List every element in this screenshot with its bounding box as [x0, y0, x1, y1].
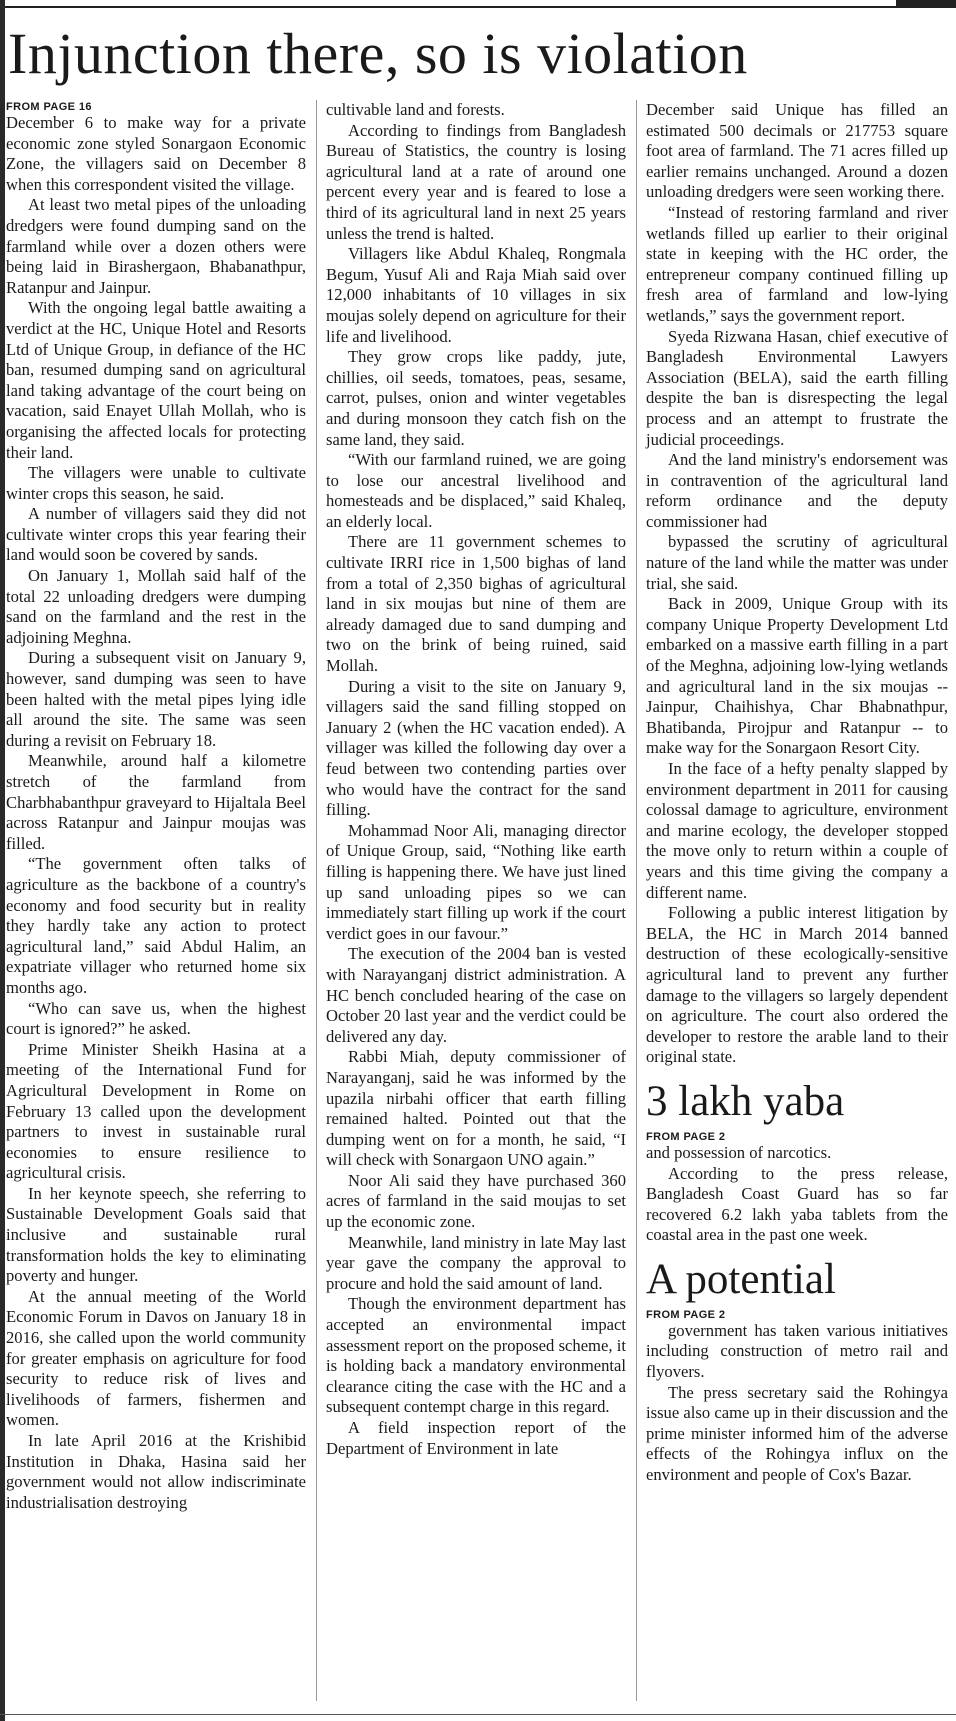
paragraph: Rabbi Miah, deputy commissioner of Narayanganj, said he was informed by the upazila nirbahi officer that earth filling remained halted. Pointed out that the dumping went on for a month, he said, “I will check with Sonargaon UNO again.” — [326, 1047, 626, 1170]
paragraph: According to the press release, Bangladesh Coast Guard has so far recovered 6.2 lakh yaba tablets from the coastal area in the past one week. — [646, 1163, 948, 1245]
paragraph: With the ongoing legal battle awaiting a verdict at the HC, Unique Hotel and Resorts Ltd of Unique Group, in defiance of the HC ban, resumed dumping sand on agricultural land taking advantage of the court being on vacation, said Enayet Ullah Mollah, who is organising the affected locals for protecting their land. — [6, 298, 306, 462]
paragraph: Syeda Rizwana Hasan, chief executive of Bangladesh Environmental Lawyers Association (BELA), said the earth filling despite the ban is disrespecting the legal process and an attempt to frustrate the judicial proceedings. — [646, 326, 948, 449]
paragraph: cultivable land and forests. — [326, 100, 505, 119]
paragraph: According to findings from Bangladesh Bureau of Statistics, the country is losing agricultural land at a rate of around one percent every year and is feared to lose a third of its agricultural land in next 25 years unless the trend is halted. — [326, 120, 626, 243]
paragraph: December said Unique has filled an estimated 500 decimals or 217753 square foot area of farmland. The 71 acres filled up earlier remains unchanged. Around a dozen unloading dredgers were seen working there. — [646, 100, 948, 202]
paragraph: The execution of the 2004 ban is vested with Narayanganj district administration. A HC bench concluded hearing of the case on October 20 last year and the verdict could be delivered any day. — [326, 944, 626, 1046]
top-rule — [0, 6, 956, 8]
paragraph: government has taken various initiatives including construction of metro rail and flyovers. — [646, 1320, 948, 1382]
paragraph: In the face of a hefty penalty slapped by environment department in 2011 for causing colossal damage to agriculture, environment and marine ecology, the developer stopped the move only to return within a couple of years and this time giving the company a different name. — [646, 759, 948, 902]
paragraph: Noor Ali said they have purchased 360 acres of farmland in the said moujas to set up the economic zone. — [326, 1170, 626, 1232]
yaba-jump-label: FROM PAGE 2 — [646, 1130, 726, 1143]
paragraph: The press secretary said the Rohingya issue also came up in their discussion and the prime minister informed him of the adverse effects of the Rohingya influx on the environment and people of Cox's Bazar. — [646, 1382, 948, 1485]
paragraph: A number of villagers said they did not cultivate winter crops this year fearing their land would soon be covered by sands. — [6, 504, 306, 565]
paragraph: “The government often talks of agriculture as the backbone of a country's economy and food security but in reality they hardly take any action to protect agricultural land,” said Abdul Halim, an expatriate villager who returned home six months ago. — [6, 854, 306, 997]
yaba-headline: 3 lakh yaba — [646, 1077, 845, 1125]
paragraph: On January 1, Mollah said half of the total 22 unloading dredgers were dumping sand on the farmland and the rest in the adjoining Meghna. — [6, 566, 306, 647]
paragraph: And the land ministry's endorsement was in contravention of the agricultural land reform ordinance and the deputy commissioner had — [646, 450, 948, 531]
paragraph: The villagers were unable to cultivate winter crops this season, he said. — [6, 463, 306, 503]
paragraph: In her keynote speech, she referring to Sustainable Development Goals said that inclusive and sustainable rural transformation holds the key to eliminating poverty and hunger. — [6, 1183, 306, 1286]
paragraph: Meanwhile, around half a kilometre stretch of the farmland from Charbhabanthpur graveyard to Hijaltala Beel across Ratanpur and Jainpur moujas was filled. — [6, 751, 306, 853]
paragraph: Prime Minister Sheikh Hasina at a meeting of the International Fund for Agricultural Development in Rome on February 13 called upon the development partners to invest in sustainable rural economies to ensure resilience to agricultural crisis. — [6, 1039, 306, 1183]
page-left-edge — [0, 0, 5, 1721]
column-divider — [316, 100, 317, 1701]
paragraph: At the annual meeting of the World Economic Forum in Davos on January 18 in 2016, she called upon the world community for greater emphasis on agriculture for food security to reduce risk of lives and livelihoods of farmers, fishermen and women. — [6, 1286, 306, 1430]
paragraph: During a visit to the site on January 9, villagers said the sand filling stopped on January 2 (when the HC vacation ended). A villager was killed the following day over a feud between two contending parties over who would have the contract for the sand filling. — [326, 676, 626, 820]
article-column-1 — [6, 100, 306, 1513]
potential-jump-label: FROM PAGE 2 — [646, 1308, 726, 1321]
paragraph: Meanwhile, land ministry in late May last year gave the company the approval to procure and hold the said amount of land. — [326, 1232, 626, 1293]
paragraph: Following a public interest litigation by BELA, the HC in March 2014 banned destruction of these ecologically-sensitive agricultural land to prevent any further damage to the villagers so largely dependent on agriculture. The court also ordered the developer to restore the arable land to their original state. — [646, 903, 948, 1067]
paragraph: Back in 2009, Unique Group with its company Unique Property Development Ltd embarked on a massive earth filling in a part of the Meghna, adjoining low-lying wetlands and agricultural land in the six moujas -- Jainpur, Chaihishya, Char Bhabnathpur, Bhatibanda, Pirojpur and Ratanpur -- to make way for the Sonargaon Resort City. — [646, 594, 948, 758]
paragraph: A field inspection report of the Department of Environment in late — [326, 1418, 626, 1458]
main-headline: Injunction there, so is violation — [8, 21, 748, 86]
potential-headline: A potential — [646, 1255, 836, 1303]
column-divider — [636, 100, 637, 1701]
paragraph: and possession of narcotics. — [646, 1142, 832, 1162]
page-tab-marker — [896, 0, 956, 8]
paragraph: bypassed the scrutiny of agricultural nature of the land while the matter was under trial, she said. — [646, 532, 948, 593]
article-column-2 — [326, 100, 626, 1459]
jump-label: FROM PAGE 16 — [6, 101, 92, 113]
paragraph: At least two metal pipes of the unloading dredgers were found dumping sand on the farmland while over a dozen others were being laid in Birashergaon, Bhabanathpur, Ratanpur and Jainpur. — [6, 195, 306, 297]
article-column-3 — [646, 100, 948, 1486]
paragraph: During a subsequent visit on January 9, however, sand dumping was seen to have been halted with the metal pipes lying idle all around the site. The same was seen during a revisit on February 18. — [6, 648, 306, 750]
paragraph: “Who can save us, when the highest court is ignored?” he asked. — [6, 998, 306, 1039]
paragraph: December 6 to make way for a private economic zone styled Sonargaon Economic Zone, the villagers said on December 8 when this correspondent visited the village. — [6, 113, 306, 194]
paragraph: “Instead of restoring farmland and river wetlands filled up earlier to their original state in keeping with the HC order, the entrepreneur company continued filling up fresh area of farmland and low-lying wetlands,” says the government report. — [646, 202, 948, 325]
paragraph: They grow crops like paddy, jute, chillies, oil seeds, tomatoes, peas, sesame, carrot, pulses, onion and winter vegetables and during monsoon they catch fish on the same land, they said. — [326, 347, 626, 449]
paragraph: There are 11 government schemes to cultivate IRRI rice in 1,500 bighas of land from a total of 2,350 bighas of agricultural land in six moujas but nine of them are already damaged due to sand dumping and two on the brink of being ruined, said Mollah. — [326, 532, 626, 676]
paragraph: Mohammad Noor Ali, managing director of Unique Group, said, “Nothing like earth filling is happening there. We have just lined up sand unloading pipes so we can immediately start filling up work if the court verdict goes in our favour.” — [326, 820, 626, 943]
bottom-rule — [0, 1714, 956, 1715]
paragraph: Villagers like Abdul Khaleq, Rongmala Begum, Yusuf Ali and Raja Miah said over 12,000 inhabitants of 10 villages in six moujas solely depend on agriculture for their life and livelihood. — [326, 244, 626, 346]
paragraph: Though the environment department has accepted an environmental impact assessment report on the proposed scheme, it is holding back a mandatory environmental clearance citing the case with the HC and a subsequent contempt charge in this regard. — [326, 1294, 626, 1417]
paragraph: “With our farmland ruined, we are going to lose our ancestral livelihood and homesteads and be displaced,” said Khaleq, an elderly local. — [326, 450, 626, 531]
paragraph: In late April 2016 at the Krishibid Institution in Dhaka, Hasina said her government would not allow indiscriminate industrialisation destroying — [6, 1431, 306, 1512]
